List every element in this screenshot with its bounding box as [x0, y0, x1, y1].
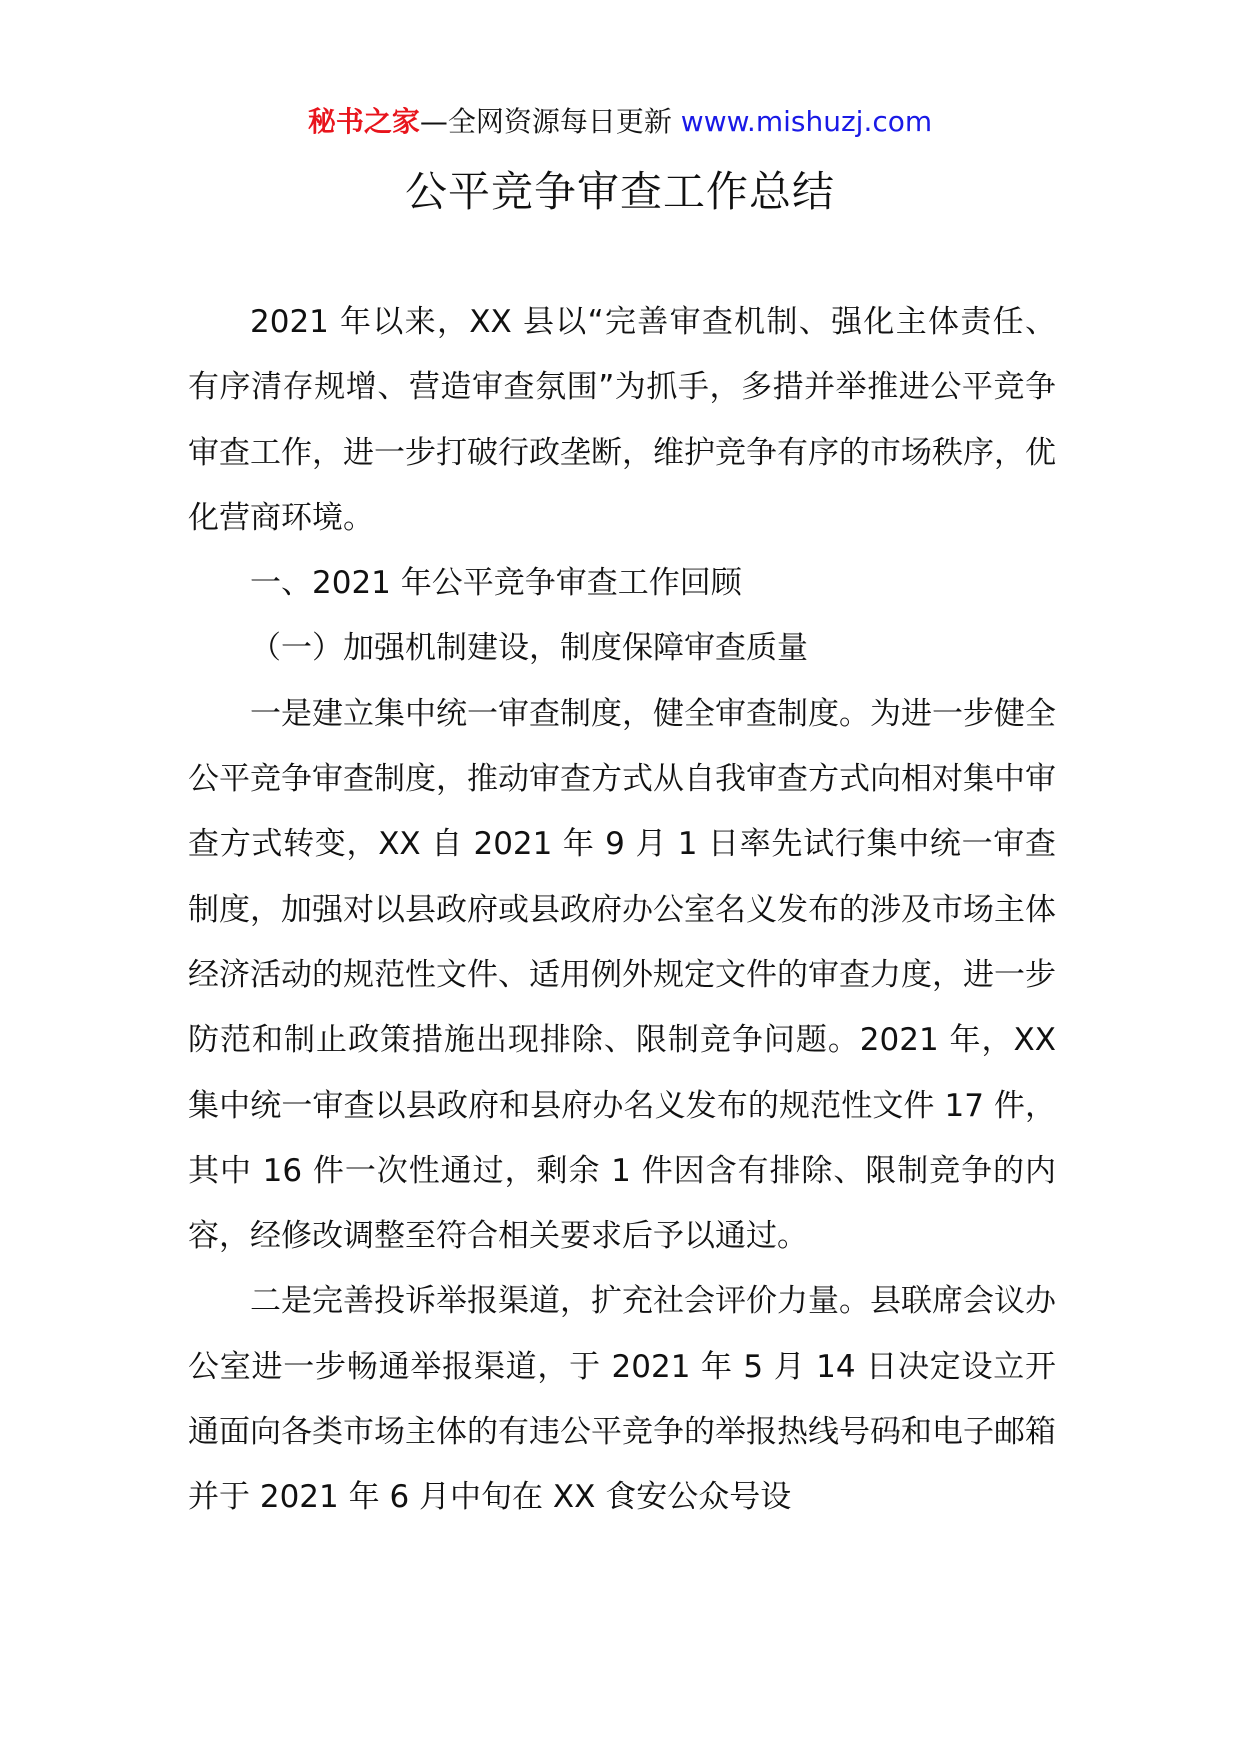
brand-name: 秘书之家	[307, 105, 420, 138]
document-body	[188, 290, 1056, 1531]
paragraph-unified-review: 一是建立集中统一审查制度，健全审查制度。为进一步健全公平竞争审查制度，推动审查方式从自我审查方式向相对集中审查方式转变，XX 自 2021 年 9 月 1 日率先试行集中统一审查制度，加强对以县政府或县政府办公室名义发布的涉及市场主体经济活动的规范性文件、适用例外规定文件的审查力度，进一步防范和制止政策措施出现排除、限制竞争问题。2021 年，XX 集中统一审查以县政府和县府办名义发布的规范性文件 17 件，其中 16 件一次性通过，剩余 1 件因含有排除、限制竞争的内容，经修改调整至符合相关要求后予以通过。	[188, 695, 1056, 1255]
paragraph-intro: 2021 年以来，XX 县以“完善审查机制、强化主体责任、有序清存规增、营造审查氛围”为抓手，多措并举推进公平竞争审查工作，进一步打破行政垄断，维护竞争有序的市场秩序，优化营商环境。	[188, 304, 1056, 536]
subsection-heading-mechanism: （一）加强机制建设，制度保障审查质量	[250, 630, 808, 667]
paragraph-complaint-channels: 二是完善投诉举报渠道，扩充社会评价力量。县联席会议办公室进一步畅通举报渠道，于 2021 年 5 月 14 日决定设立开通面向各类市场主体的有违公平竞争的举报热线号码和电子邮箱并于 2021 年 6 月中旬在 XX 食安公众号设	[188, 1283, 1056, 1516]
site-slogan: —全网资源每日更新	[419, 105, 672, 138]
document-title: 公平竞争审查工作总结	[404, 167, 835, 216]
site-url-link[interactable]: www.mishuzj.com	[680, 105, 933, 138]
site-header	[0, 100, 1240, 144]
section-heading-review: 一、2021 年公平竞争审查工作回顾	[250, 565, 742, 602]
